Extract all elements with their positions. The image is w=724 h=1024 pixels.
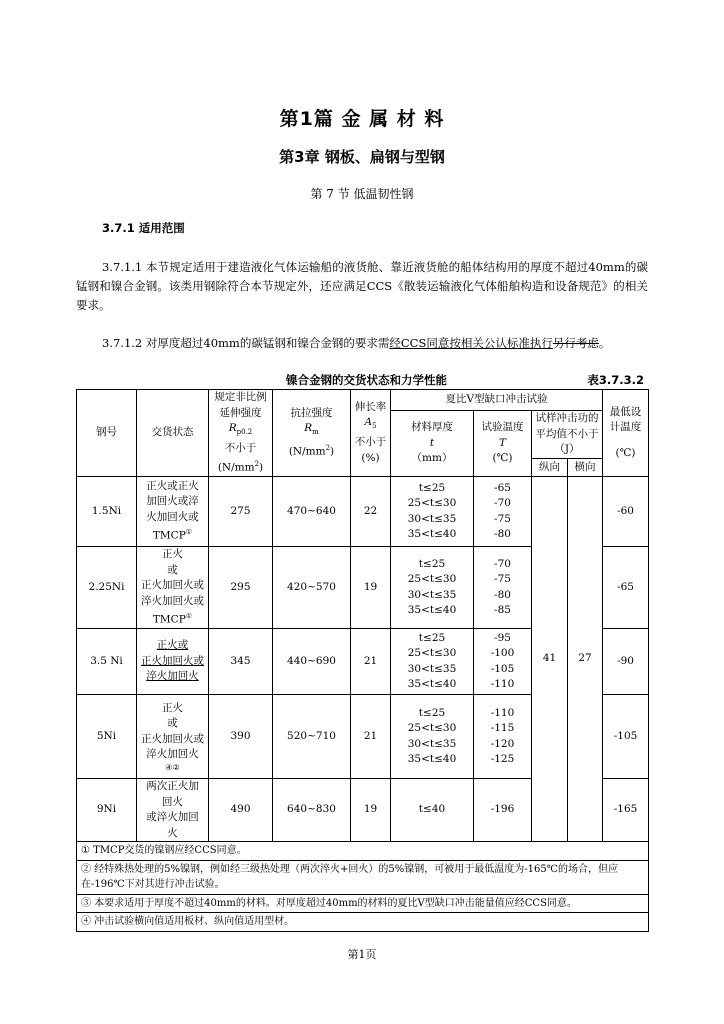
yield-unit: (N/mm xyxy=(217,461,255,474)
temp-line: -75 xyxy=(494,512,511,525)
cell-min-temp: -165 xyxy=(603,779,649,842)
thick-line: 25<t≤30 xyxy=(407,573,457,585)
temp-line: -100 xyxy=(490,647,515,659)
delivery-line xyxy=(139,525,206,544)
header-transverse: 横向 xyxy=(568,459,603,477)
delivery-line: 两次正火加 xyxy=(146,780,199,792)
cell-test-temp xyxy=(474,547,532,629)
header-temp-unit: (℃) xyxy=(492,452,513,465)
thick-line: 30<t≤35 xyxy=(407,737,457,750)
thick-line: 25<t≤30 xyxy=(407,647,457,659)
cell-delivery xyxy=(137,547,209,629)
header-yield-symbol xyxy=(211,421,270,441)
temp-line: -70 xyxy=(494,557,511,570)
page-footer: 第1页 xyxy=(347,948,377,961)
delivery-line: 正火或 xyxy=(156,639,189,652)
delivery-text: TMCP xyxy=(152,613,186,626)
delivery-line: 淬火加回火 xyxy=(146,670,199,683)
thick-line: 30<t≤35 xyxy=(407,512,457,525)
header-elongation xyxy=(351,390,391,477)
cell-tensile: 440~690 xyxy=(273,629,351,695)
header-row-1 xyxy=(77,390,649,411)
note-ref: ① xyxy=(185,528,193,537)
delivery-line xyxy=(139,609,206,628)
cell-yield: 295 xyxy=(209,547,273,629)
cell-delivery xyxy=(137,695,209,779)
temp-line: -110 xyxy=(490,706,515,719)
thick-line: 35<t≤40 xyxy=(407,528,457,540)
delivery-line: 或淬火加回 xyxy=(146,811,199,823)
part-title: 第1篇 金 属 材 料 xyxy=(279,108,445,130)
thick-line: 35<t≤40 xyxy=(407,678,457,690)
temp-line: -115 xyxy=(490,722,515,734)
note-ref: ① xyxy=(185,612,193,620)
elong-sub: 5 xyxy=(372,422,377,431)
delivery-line: 或 xyxy=(167,717,178,729)
thick-line: t≤25 xyxy=(418,706,446,719)
delivery-line: 正火加回火或 xyxy=(141,579,204,591)
delivery-line: 淬火加回火或 xyxy=(141,594,204,607)
section-title: 第 7 节 低温韧性钢 xyxy=(310,187,414,201)
inserted-text: 经CCS同意按相关公认标准执行 xyxy=(389,336,553,350)
header-energy-unit: （J） xyxy=(554,443,580,456)
nickel-steel-table xyxy=(76,389,649,932)
temp-line: -95 xyxy=(494,631,511,644)
cell-tensile: 470~640 xyxy=(273,477,351,547)
note-1: ① TMCP交货的镍钢应经CCS同意。 xyxy=(77,842,649,861)
note-row xyxy=(77,860,649,894)
tensile-unit-end: ) xyxy=(330,445,335,458)
delivery-line: 正火 xyxy=(162,701,183,714)
header-tensile-unit xyxy=(275,441,348,460)
header-min-l2: 计温度 xyxy=(609,421,642,434)
header-yield-l2: 延伸强度 xyxy=(219,406,262,419)
chapter-title: 第3章 钢板、扁钢与型钢 xyxy=(279,148,445,166)
cell-test-temp xyxy=(474,629,532,695)
tensile-unit-sup: 2 xyxy=(325,444,331,453)
header-elong-l3: 不小于 xyxy=(354,436,387,449)
header-impact-group: 夏比V型缺口冲击试验 xyxy=(391,390,603,411)
table-title: 镍合金钢的交货状态和力学性能 xyxy=(286,373,447,387)
delivery-line: 正火加回火或 xyxy=(141,654,204,667)
cell-delivery xyxy=(137,779,209,842)
header-temp-sym: T xyxy=(498,436,506,449)
header-tensile xyxy=(273,390,351,477)
delivery-line: 正火加回火或 xyxy=(141,732,204,745)
header-tensile-symbol xyxy=(275,421,348,441)
tensile-sym: R xyxy=(304,422,313,435)
header-min-unit: (℃) xyxy=(615,446,636,459)
yield-sub: p0.2 xyxy=(236,428,253,437)
note-4: ④ 冲击试验横向值适用板材、纵向值适用型材。 xyxy=(77,913,649,932)
delivery-line: 加回火或淬 xyxy=(146,495,199,508)
yield-sym: R xyxy=(228,422,237,435)
header-longitudinal: 纵向 xyxy=(532,459,568,477)
cell-energy-transverse: 27 xyxy=(568,477,603,842)
cell-elongation: 19 xyxy=(351,547,391,629)
note-ref: ④② xyxy=(165,762,180,772)
delivery-line: 或 xyxy=(167,563,178,576)
cell-tensile: 640~830 xyxy=(273,779,351,842)
delivery-text: TMCP xyxy=(152,529,186,542)
header-elong-l4: (%) xyxy=(361,451,380,464)
cell-min-temp: -65 xyxy=(603,547,649,629)
temp-line: -120 xyxy=(490,737,515,750)
thick-line: 30<t≤35 xyxy=(407,662,457,675)
note-3: ③ 本要求适用于厚度不超过40mm的材料。对厚度超过40mm的材料的夏比V型缺口冲击能量值应经CCS同意。 xyxy=(77,894,649,913)
thick-line: 35<t≤40 xyxy=(407,604,457,616)
header-thickness xyxy=(391,411,474,477)
cell-grade: 9Ni xyxy=(77,779,137,842)
paragraph-3-7-1-1-text: 3.7.1.1 本节规定适用于建造液化气体运输船的液货舱、靠近液货舱的船体结构用的厚度不超过40mm的碳锰钢和镍合金钢。该类用钢除符合本节规定外，还应满足CCS《散装运输液化气体船舶构造和设备规范》的相关要求。 xyxy=(76,260,648,312)
header-thick-l1: 材料厚度 xyxy=(411,421,453,434)
cell-grade: 2.25Ni xyxy=(77,547,137,629)
cell-min-temp: -60 xyxy=(603,477,649,547)
cell-min-temp: -90 xyxy=(603,629,649,695)
cell-thickness: t≤40 xyxy=(391,779,474,842)
note-2: ② 经特殊热处理的5%镍钢，例如经三级热处理（两次淬火+回火）的5%镍钢，可被用于最低温度为-165℃的场合，但应在-196℃下对其进行冲击试验。 xyxy=(77,860,649,894)
temp-line: -125 xyxy=(490,753,515,765)
thick-line: 30<t≤35 xyxy=(407,588,457,601)
header-delivery: 交货状态 xyxy=(137,390,209,477)
paragraph-3-7-1-1 xyxy=(76,258,648,315)
cell-thickness xyxy=(391,477,474,547)
header-energy-l1: 试样冲击功的 xyxy=(535,412,599,425)
elong-sym: A xyxy=(364,416,373,429)
cell-test-temp xyxy=(474,695,532,779)
header-min-temp xyxy=(603,390,649,477)
table-row xyxy=(77,477,649,547)
header-thick-sym: t xyxy=(429,436,435,449)
header-yield-l4: 不小于 xyxy=(224,442,257,455)
temp-line: -110 xyxy=(490,678,515,690)
cell-grade: 5Ni xyxy=(77,695,137,779)
delivery-line: 火加回火或 xyxy=(146,510,199,523)
cell-yield: 490 xyxy=(209,779,273,842)
cell-test-temp: -196 xyxy=(474,779,532,842)
paragraph-3-7-1-2 xyxy=(76,334,648,353)
header-test-temp xyxy=(474,411,532,477)
cell-elongation: 22 xyxy=(351,477,391,547)
cell-thickness xyxy=(391,547,474,629)
delivery-line: 正火或正火 xyxy=(146,479,199,492)
delivery-line: 淬火加回火 xyxy=(146,748,199,760)
cell-test-temp xyxy=(474,477,532,547)
note-row xyxy=(77,913,649,932)
sub-heading: 3.7.1 适用范围 xyxy=(102,221,185,235)
yield-unit-sup: 2 xyxy=(254,459,260,468)
header-elong-symbol xyxy=(353,415,388,435)
tensile-sub: m xyxy=(312,428,319,437)
cell-yield: 390 xyxy=(209,695,273,779)
yield-unit-end: ) xyxy=(259,461,264,474)
cell-grade: 3.5 Ni xyxy=(77,629,137,695)
header-min-l1: 最低设 xyxy=(609,405,642,418)
thick-line: 35<t≤40 xyxy=(407,753,457,765)
header-yield-l1: 规定非比例 xyxy=(214,391,267,404)
header-grade: 钢号 xyxy=(77,390,137,477)
temp-line: -85 xyxy=(494,604,511,616)
header-temp-l1: 试验温度 xyxy=(481,421,524,434)
header-energy-l2: 平均值不小于 xyxy=(535,427,599,440)
temp-line: -80 xyxy=(494,528,511,540)
cell-tensile: 420~570 xyxy=(273,547,351,629)
tensile-unit: (N/mm xyxy=(288,445,326,458)
paragraph-3-7-1-2-text-a: 3.7.1.2 对厚度超过40mm的碳锰钢和镍合金钢的要求需 xyxy=(102,336,390,350)
thick-line: t≤25 xyxy=(418,481,446,494)
delivery-line: 回火 xyxy=(162,795,183,808)
header-thick-unit: （mm） xyxy=(411,452,453,465)
cell-grade: 1.5Ni xyxy=(77,477,137,547)
cell-yield: 275 xyxy=(209,477,273,547)
cell-min-temp: -105 xyxy=(603,695,649,779)
cell-thickness xyxy=(391,695,474,779)
cell-elongation: 21 xyxy=(351,695,391,779)
temp-line: -105 xyxy=(490,662,515,675)
table-number: 表3.7.3.2 xyxy=(587,373,644,387)
cell-elongation: 21 xyxy=(351,629,391,695)
thick-line: 25<t≤30 xyxy=(407,722,457,734)
cell-tensile: 520~710 xyxy=(273,695,351,779)
temp-line: -75 xyxy=(494,573,511,585)
header-yield xyxy=(209,390,273,477)
temp-line: -65 xyxy=(494,481,511,494)
cell-energy-longitudinal: 41 xyxy=(532,477,568,842)
cell-thickness xyxy=(391,629,474,695)
delivery-line: 正火 xyxy=(162,548,183,560)
temp-line: -70 xyxy=(494,497,511,509)
note-row xyxy=(77,842,649,861)
header-yield-unit xyxy=(211,457,270,476)
thick-line: 25<t≤30 xyxy=(407,497,457,509)
thick-line: t≤25 xyxy=(418,557,446,570)
cell-delivery xyxy=(137,477,209,547)
header-tensile-l1: 抗拉强度 xyxy=(290,406,333,419)
cell-delivery xyxy=(137,629,209,695)
header-elong-l1: 伸长率 xyxy=(354,400,387,413)
thick-line: t≤25 xyxy=(418,631,446,644)
delivery-line: 火 xyxy=(167,826,178,839)
cell-yield: 345 xyxy=(209,629,273,695)
paragraph-end: 。 xyxy=(598,336,611,350)
note-row xyxy=(77,894,649,913)
cell-elongation: 19 xyxy=(351,779,391,842)
temp-line: -80 xyxy=(494,588,511,601)
deleted-text: 另行考虑 xyxy=(552,336,599,350)
header-energy xyxy=(532,411,603,459)
